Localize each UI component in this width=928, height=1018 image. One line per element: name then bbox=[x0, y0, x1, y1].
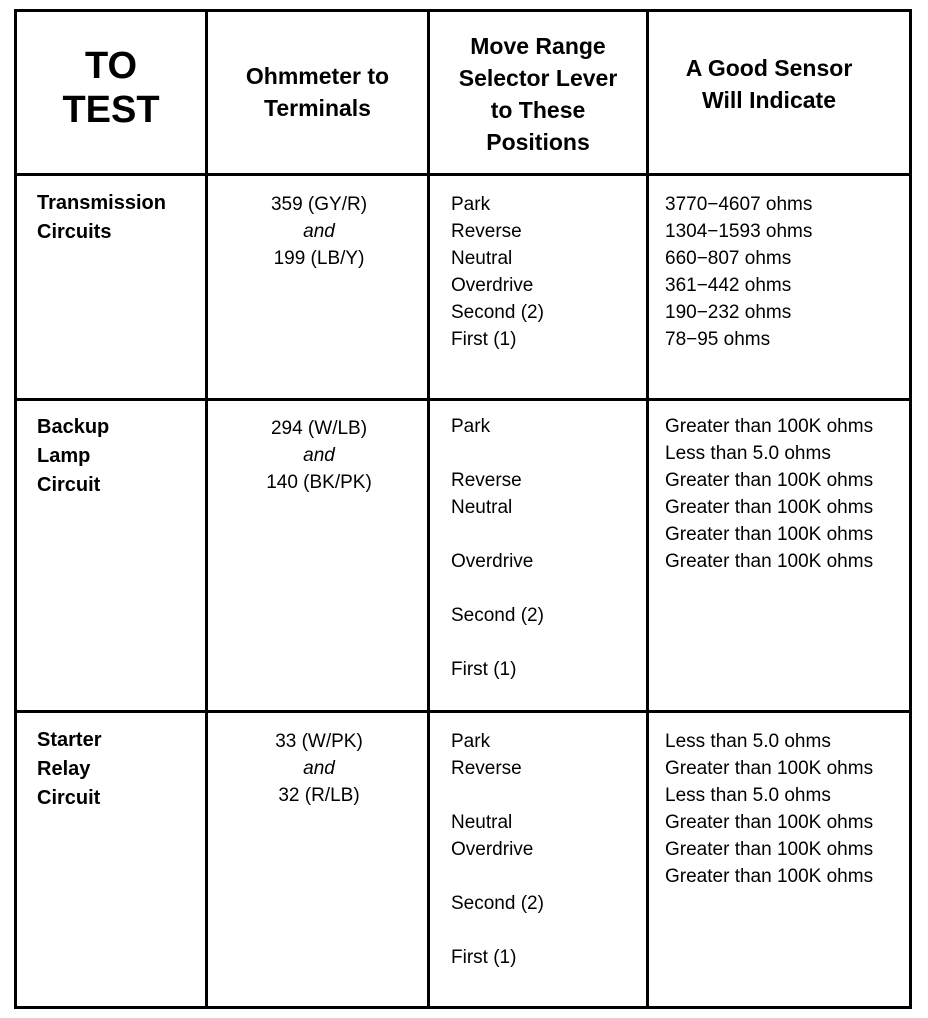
row-label-backup-lamp bbox=[37, 413, 109, 500]
position-item: First (1) bbox=[451, 659, 517, 680]
header-ohmmeter bbox=[208, 60, 427, 124]
position-item: First (1) bbox=[451, 947, 517, 968]
header-line: Will Indicate bbox=[702, 87, 836, 113]
terminal-value: 32 (R/LB) bbox=[278, 785, 360, 806]
row-label-line: Transmission bbox=[37, 192, 166, 214]
positions-starter-relay bbox=[451, 728, 544, 971]
reading-item: Greater than 100K ohms bbox=[665, 758, 874, 779]
row-label-transmission bbox=[37, 189, 166, 247]
reading-item: Greater than 100K ohms bbox=[665, 524, 874, 545]
reading-item: Greater than 100K ohms bbox=[665, 470, 874, 491]
position-item: Overdrive bbox=[451, 839, 534, 860]
header-line: Terminals bbox=[264, 95, 371, 121]
header-line: Ohmmeter to bbox=[245, 63, 390, 89]
header-line: TEST bbox=[62, 89, 160, 131]
position-item: Park bbox=[451, 731, 491, 752]
position-item: Neutral bbox=[451, 497, 513, 518]
row-label-line: Lamp bbox=[37, 445, 91, 467]
position-item: Second (2) bbox=[451, 893, 544, 914]
header-range-selector bbox=[430, 30, 646, 158]
terminals-transmission bbox=[208, 191, 430, 272]
row-label-line: Circuits bbox=[37, 221, 112, 243]
position-item: Neutral bbox=[451, 812, 513, 833]
terminal-value: 199 (LB/Y) bbox=[273, 248, 365, 269]
position-item: Second (2) bbox=[451, 605, 544, 626]
header-line: Selector Lever bbox=[458, 65, 618, 91]
reading-item: Greater than 100K ohms bbox=[665, 416, 874, 437]
header-line: to These bbox=[490, 97, 586, 123]
terminal-value: 140 (BK/PK) bbox=[266, 472, 372, 493]
position-item: Overdrive bbox=[451, 275, 534, 296]
row-label-line: Backup bbox=[37, 416, 110, 438]
terminal-and: and bbox=[303, 221, 335, 242]
row-label-line: Starter bbox=[37, 729, 102, 751]
readings-transmission bbox=[665, 191, 812, 353]
row-label-line: Circuit bbox=[37, 787, 101, 809]
reading-item: Greater than 100K ohms bbox=[665, 551, 874, 572]
reading-item: Greater than 100K ohms bbox=[665, 497, 874, 518]
terminals-backup-lamp bbox=[208, 415, 430, 496]
reading-item: 1304−1593 ohms bbox=[665, 221, 813, 242]
reading-item: 78−95 ohms bbox=[665, 329, 771, 350]
row-divider bbox=[14, 398, 912, 401]
position-item: Park bbox=[451, 416, 491, 437]
row-label-line: Relay bbox=[37, 758, 91, 780]
row-divider bbox=[14, 173, 912, 176]
position-item: Reverse bbox=[451, 221, 522, 242]
terminal-value: 294 (W/LB) bbox=[270, 418, 368, 439]
reading-item: Less than 5.0 ohms bbox=[665, 785, 831, 806]
reading-item: Greater than 100K ohms bbox=[665, 839, 874, 860]
column-divider bbox=[646, 9, 649, 1009]
readings-backup-lamp bbox=[665, 413, 873, 575]
positions-transmission bbox=[451, 191, 544, 353]
position-item: Second (2) bbox=[451, 302, 544, 323]
position-item: Neutral bbox=[451, 248, 513, 269]
row-divider bbox=[14, 710, 912, 713]
header-line: Positions bbox=[486, 129, 590, 155]
header-good-sensor bbox=[649, 52, 889, 116]
row-label-line: Circuit bbox=[37, 474, 101, 496]
terminal-and: and bbox=[303, 758, 335, 779]
reading-item: Less than 5.0 ohms bbox=[665, 731, 831, 752]
positions-backup-lamp bbox=[451, 413, 544, 683]
reading-item: Greater than 100K ohms bbox=[665, 812, 874, 833]
position-item: First (1) bbox=[451, 329, 517, 350]
position-item: Reverse bbox=[451, 758, 522, 779]
position-item: Park bbox=[451, 194, 491, 215]
reading-item: Greater than 100K ohms bbox=[665, 866, 874, 887]
header-to-test bbox=[17, 44, 205, 132]
readings-starter-relay bbox=[665, 728, 873, 890]
reading-item: Less than 5.0 ohms bbox=[665, 443, 831, 464]
terminals-starter-relay bbox=[208, 728, 430, 809]
row-label-starter-relay bbox=[37, 726, 101, 813]
terminal-value: 33 (W/PK) bbox=[275, 731, 363, 752]
header-line: Move Range bbox=[470, 33, 606, 59]
header-line: A Good Sensor bbox=[685, 55, 853, 81]
position-item: Overdrive bbox=[451, 551, 534, 572]
reading-item: 660−807 ohms bbox=[665, 248, 792, 269]
position-item: Reverse bbox=[451, 470, 522, 491]
reading-item: 190−232 ohms bbox=[665, 302, 792, 323]
header-line: TO bbox=[84, 45, 138, 87]
terminal-and: and bbox=[303, 445, 335, 466]
column-divider bbox=[427, 9, 430, 1009]
column-divider bbox=[205, 9, 208, 1009]
reading-item: 361−442 ohms bbox=[665, 275, 792, 296]
terminal-value: 359 (GY/R) bbox=[270, 194, 368, 215]
reading-item: 3770−4607 ohms bbox=[665, 194, 813, 215]
